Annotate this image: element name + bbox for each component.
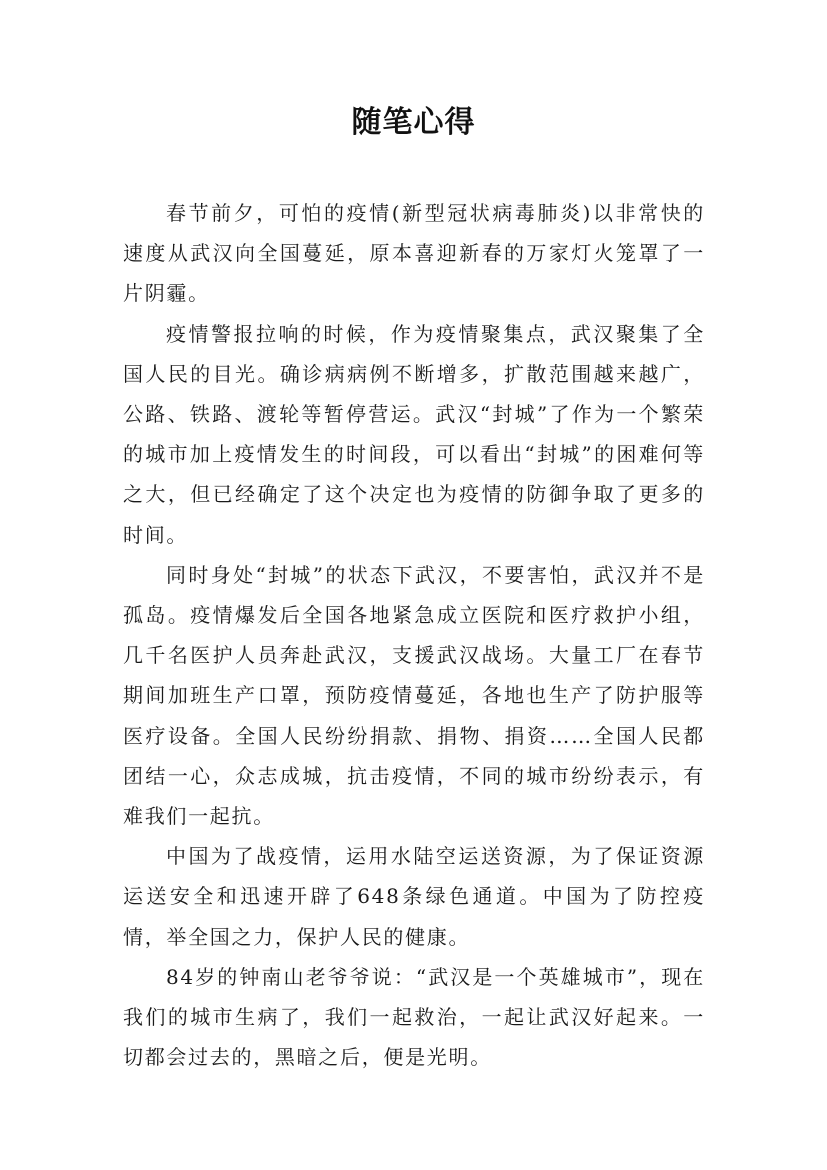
paragraph-5: 84岁的钟南山老爷爷说：“武汉是一个英雄城市”，现在我们的城市生病了，我们一起救治，一起让武汉好起来。一切都会过去的，黑暗之后，便是光明。 xyxy=(123,964,705,1070)
paragraph-2: 疫情警报拉响的时候，作为疫情聚集点，武汉聚集了全国人民的目光。确诊病病例不断增多，扩散范围越来越广，公路、铁路、渡轮等暂停营运。武汉“封城”了作为一个繁荣的城市加上疫情发生的时间段，可以看出“封城”的困难何等之大，但已经确定了这个决定也为疫情的防御争取了更多的时间。 xyxy=(123,321,705,547)
paragraph-4: 中国为了战疫情，运用水陆空运送资源，为了保证资源运送安全和迅速开辟了648条绿色通道。中国为了防控疫情，举全国之力，保护人民的健康。 xyxy=(123,844,705,949)
document-body xyxy=(123,193,705,1077)
paragraph-1: 春节前夕，可怕的疫情(新型冠状病毒肺炎)以非常快的速度从武汉向全国蔓延，原本喜迎新春的万家灯火笼罩了一片阴霾。 xyxy=(123,201,705,306)
document-title: 随笔心得 xyxy=(351,105,476,140)
paragraph-3: 同时身处“封城”的状态下武汉，不要害怕，武汉并不是孤岛。疫情爆发后全国各地紧急成立医院和医疗救护小组，几千名医护人员奔赴武汉，支援武汉战场。大量工厂在春节期间加班生产口罩，预防疫情蔓延，各地也生产了防护服等医疗设备。全国人民纷纷捐款、捐物、捐资……全国人民都团结一心，众志成城，抗击疫情，不同的城市纷纷表示，有难我们一起抗。 xyxy=(123,562,705,829)
